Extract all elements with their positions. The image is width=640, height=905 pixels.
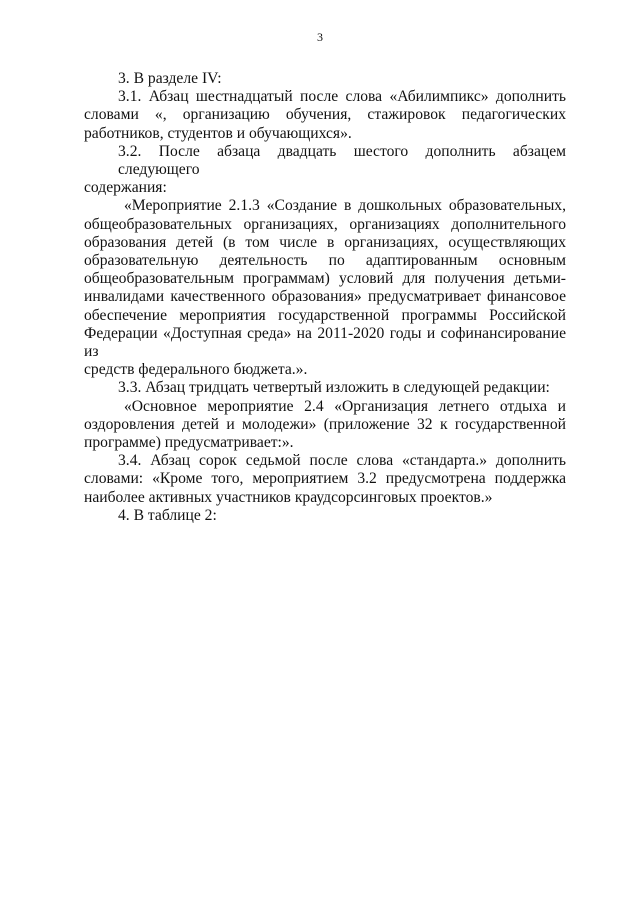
text-line: программе) предусматривает:». — [84, 434, 294, 452]
text-line: 3.2. После абзаца двадцать шестого дополнить абзацем следующего — [118, 142, 566, 179]
text-line: образования детей (в том числе в организациях, осуществляющих — [84, 233, 566, 251]
text-line: словами: «Кроме того, мероприятием 3.2 предусмотрена поддержка — [84, 470, 566, 488]
text-line: 3.3. Абзац тридцать четвертый изложить в следующей редакции: — [118, 379, 550, 397]
text-line: Федерации «Доступная среда» на 2011-2020 годы и софинансирование из — [84, 324, 566, 361]
text-line: словами «, организацию обучения, стажировок педагогических — [84, 106, 566, 124]
paragraph-s4 — [84, 507, 566, 525]
text-line: общеобразовательным программам) условий для получения детьми- — [84, 270, 566, 288]
text-line: содержания: — [84, 179, 167, 197]
text-line: «Мероприятие 2.1.3 «Создание в дошкольных образовательных, — [124, 197, 566, 215]
text-line: средств федерального бюджета.». — [84, 361, 308, 379]
paragraph-s3-3 — [84, 379, 566, 397]
text-line: наиболее активных участников краудсорсинговых проектов.» — [84, 488, 493, 506]
paragraph-s3-3-quote — [84, 398, 566, 453]
paragraph-s3-4 — [84, 452, 566, 507]
text-line: образовательную деятельность по адаптированным основным — [84, 252, 566, 270]
text-line: оздоровления детей и молодежи» (приложение 32 к государственной — [84, 415, 566, 433]
text-line: инвалидами качественного образования» предусматривает финансовое — [84, 288, 566, 306]
text-line: 3.1. Абзац шестнадцатый после слова «Абилимпикс» дополнить — [118, 88, 566, 106]
text-line: 3. В разделе IV: — [118, 70, 222, 87]
text-line: 3.4. Абзац сорок седьмой после слова «стандарта.» дополнить — [118, 452, 566, 470]
text-line: работников, студентов и обучающихся». — [84, 124, 352, 142]
document-body — [84, 70, 566, 525]
text-line: 4. В таблице 2: — [118, 506, 217, 524]
page-number: 3 — [317, 30, 323, 44]
text-line: обеспечение мероприятия государственной программы Российской — [84, 306, 566, 324]
paragraph-s3 — [84, 70, 566, 88]
text-line: «Основное мероприятие 2.4 «Организация летнего отдыха и — [124, 397, 566, 415]
paragraph-s3-1 — [84, 88, 566, 143]
paragraph-s3-2 — [84, 143, 566, 198]
paragraph-s3-2-quote — [84, 197, 566, 379]
text-line: общеобразовательных организациях, организациях дополнительного — [84, 215, 566, 233]
